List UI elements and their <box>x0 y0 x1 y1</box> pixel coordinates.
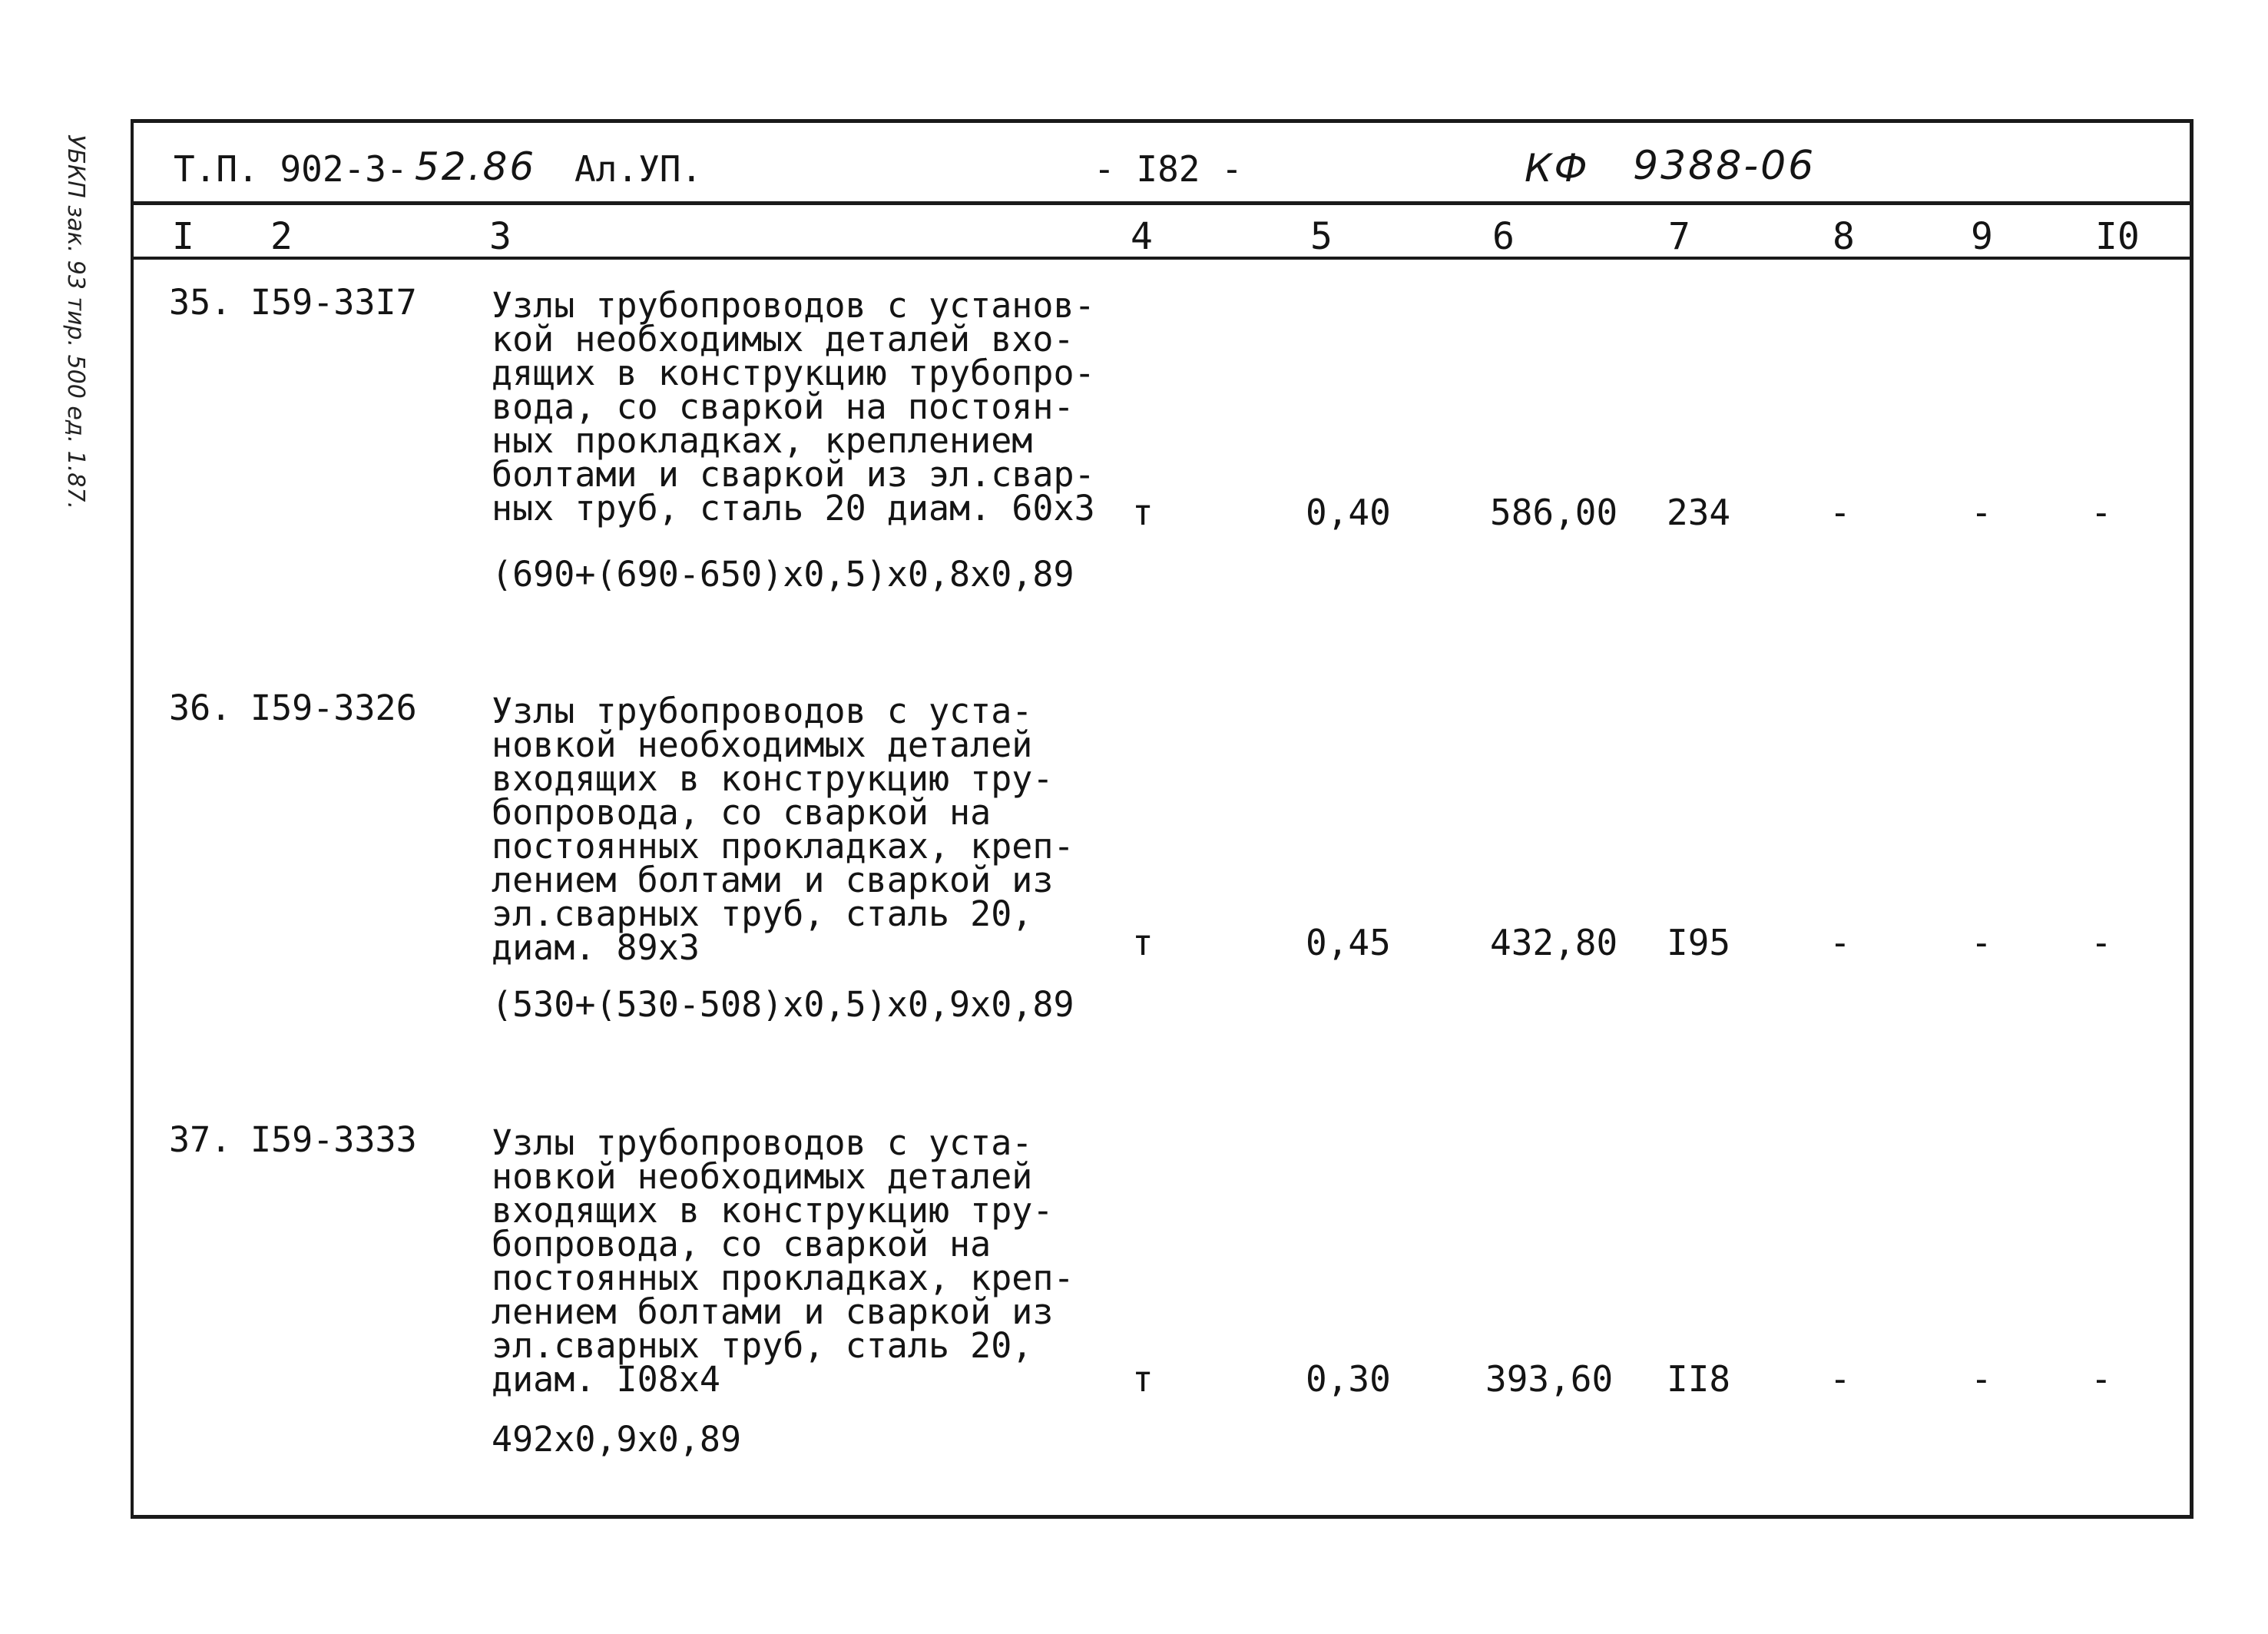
row-number: 37. <box>169 1119 232 1160</box>
column-9-value: - <box>1971 1358 1992 1400</box>
description-line: входящих в конструкцию тру- <box>492 758 1054 799</box>
column-header-5: 5 <box>1310 215 1333 258</box>
column-header-1: I <box>172 215 194 258</box>
unit: т <box>1132 492 1154 533</box>
column-header-4: 4 <box>1131 215 1153 258</box>
total-cost: I95 <box>1667 922 1731 963</box>
project-number: Т.П. 902-3- <box>174 148 408 190</box>
page-number: - I82 - <box>1094 148 1243 190</box>
column-header-8: 8 <box>1833 215 1855 258</box>
column-10-value: - <box>2091 1358 2112 1400</box>
description-line: диам. 89х3 <box>492 927 700 968</box>
description-line: новкой необходимых деталей <box>492 724 1033 765</box>
description-line: вода, со сваркой на постоян- <box>492 386 1074 427</box>
row-number: 35. <box>169 282 232 323</box>
total-cost: 234 <box>1667 492 1731 533</box>
rate-code: I59-3333 <box>250 1119 417 1160</box>
rate-code: I59-3326 <box>250 688 417 728</box>
description-line: болтами и сваркой из эл.свар- <box>492 454 1095 495</box>
unit-price: 393,60 <box>1485 1358 1614 1400</box>
quantity-formula: (530+(530-508)x0,5)x0,9x0,89 <box>492 984 1074 1025</box>
row-number: 36. <box>169 688 232 728</box>
quantity-formula: (690+(690-650)x0,5)x0,8x0,89 <box>492 554 1074 595</box>
album-label: Ал.УП. <box>574 148 703 190</box>
description-line: Узлы трубопроводов с установ- <box>492 285 1095 326</box>
column-header-7: 7 <box>1668 215 1690 258</box>
unit-price: 432,80 <box>1490 922 1618 963</box>
description-line: постоянных прокладках, креп- <box>492 826 1074 867</box>
column-10-value: - <box>2091 492 2112 533</box>
quantity-formula: 492x0,9x0,89 <box>492 1419 742 1460</box>
table-frame <box>131 119 2194 1519</box>
unit: т <box>1132 922 1154 963</box>
description-line: эл.сварных труб, сталь 20, <box>492 893 1033 934</box>
description-line: Узлы трубопроводов с уста- <box>492 691 1033 731</box>
side-stamp <box>62 134 112 519</box>
column-10-value: - <box>2091 922 2112 963</box>
header-divider <box>131 201 2194 205</box>
quantity: 0,45 <box>1306 922 1391 963</box>
column-9-value: - <box>1971 922 1992 963</box>
description-line: ных труб, сталь 20 диам. 60х3 <box>492 488 1095 529</box>
doc-code-prefix: КФ <box>1525 146 1590 191</box>
column-header-6: 6 <box>1492 215 1515 258</box>
quantity: 0,30 <box>1306 1358 1391 1400</box>
column-8-value: - <box>1829 492 1851 533</box>
description-line: эл.сварных труб, сталь 20, <box>492 1325 1033 1366</box>
description-line: лением болтами и сваркой из <box>492 1291 1054 1332</box>
description-line: постоянных прокладках, креп- <box>492 1258 1074 1298</box>
unit: т <box>1132 1358 1154 1400</box>
side-stamp-text: УБКП зак. 93 тир. 500 ед. 1.87. <box>62 134 89 509</box>
description-line: бопровода, со сваркой на <box>492 792 992 833</box>
column-number-divider <box>131 257 2194 260</box>
project-number-suffix: 52.86 <box>415 144 537 189</box>
doc-code: 9388-06 <box>1633 143 1816 189</box>
unit-price: 586,00 <box>1490 492 1618 533</box>
column-header-2: 2 <box>270 215 293 258</box>
description-line: Узлы трубопроводов с уста- <box>492 1122 1033 1163</box>
description-line: ных прокладках, креплением <box>492 420 1033 461</box>
column-8-value: - <box>1829 1358 1851 1400</box>
total-cost: II8 <box>1667 1358 1731 1400</box>
description-line: дящих в конструкцию трубопро- <box>492 353 1095 393</box>
description-line: новкой необходимых деталей <box>492 1156 1033 1197</box>
column-9-value: - <box>1971 492 1992 533</box>
description-line: входящих в конструкцию тру- <box>492 1190 1054 1231</box>
description-line: диам. I08х4 <box>492 1359 721 1400</box>
column-8-value: - <box>1829 922 1851 963</box>
rate-code: I59-33I7 <box>250 282 417 323</box>
description-line: лением болтами и сваркой из <box>492 860 1054 900</box>
quantity: 0,40 <box>1306 492 1391 533</box>
column-header-10: I0 <box>2095 215 2140 258</box>
description-line: кой необходимых деталей вхо- <box>492 319 1074 360</box>
column-header-3: 3 <box>489 215 512 258</box>
column-header-9: 9 <box>1971 215 1993 258</box>
description-line: бопровода, со сваркой на <box>492 1224 992 1264</box>
